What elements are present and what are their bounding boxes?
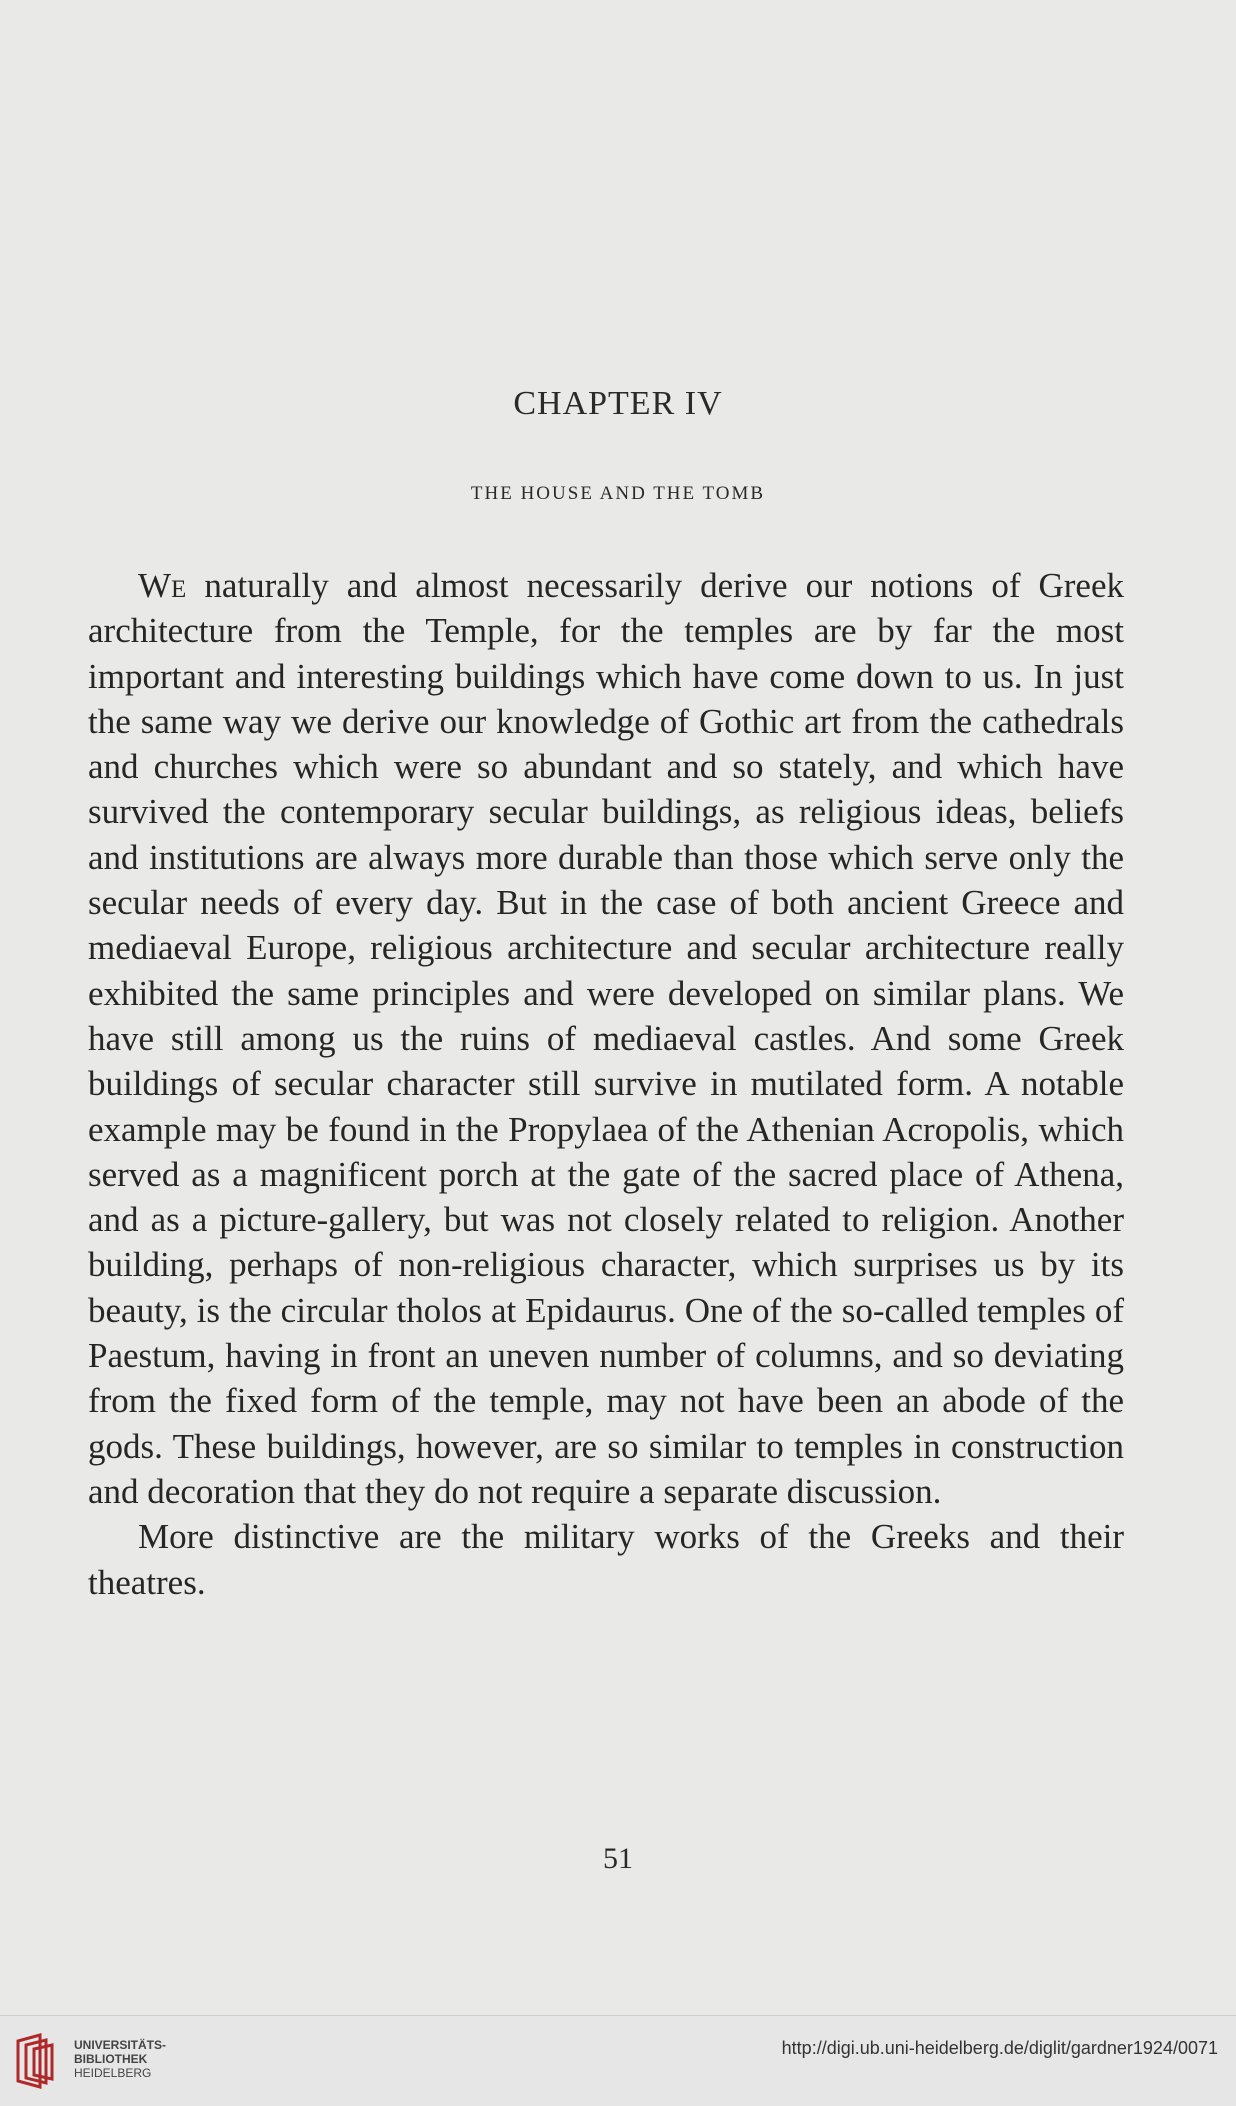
chapter-subtitle: THE HOUSE AND THE TOMB — [470, 483, 766, 504]
paragraph-2: More distinctive are the military works of the Greeks and their theatres. — [88, 1517, 1124, 1602]
paragraph-1 — [88, 563, 1124, 1514]
library-name — [74, 2038, 166, 2080]
library-name-line1: UNIVERSITÄTS- — [74, 2038, 167, 2052]
paragraph-1-lead: We — [138, 566, 187, 605]
library-logo-icon[interactable] — [12, 2031, 66, 2091]
library-name-line2: BIBLIOTHEK — [74, 2052, 148, 2066]
page-number: 51 — [603, 1842, 633, 1875]
paragraph-1-text: naturally and almost necessarily derive our notions of Greek architecture from the Temple, for the temples are by far the most important and interesting buildings which have come down to us. In just the same way we derive our knowledge of Gothic art from the cathedrals and churches which were so abundant and so stately, and which have survived the contemporary secular buildings, as religious ideas, beliefs and institutions are always more durable than those which serve only the secular needs of every day. But in the case of both ancient Greece and mediaeval Europe, religious architecture and secular architecture really exhibited the same principles and were developed on similar plans. We have still among us the ruins of mediaeval castles. And some Greek buildings of secular character still survive in mutilated form. A notable example may be found in the Propylaea of the Athenian Acropolis, which served as a magnificent porch at the gate of the sacred place of Athena, and as a picture-gallery, but was not closely related to religion. Another building, perhaps of non-religious character, which surprises us by its beauty, is the circular tholos at Epidaurus. One of the so-called temples of Paestum, having in front an uneven number of columns, and so deviating from the fixed form of the temple, may not have been an abode of the gods. These buildings, however, are so similar to temples in construction and decoration that they do not require a separate discussion. — [88, 566, 1124, 1511]
source-url-link[interactable]: http://digi.ub.uni-heidelberg.de/diglit/gardner1924/0071 — [781, 2038, 1218, 2058]
library-name-line3: HEIDELBERG — [74, 2066, 152, 2080]
footer-bar — [0, 2015, 1236, 2106]
chapter-heading: CHAPTER IV — [513, 385, 723, 422]
body-text — [88, 563, 1124, 1605]
